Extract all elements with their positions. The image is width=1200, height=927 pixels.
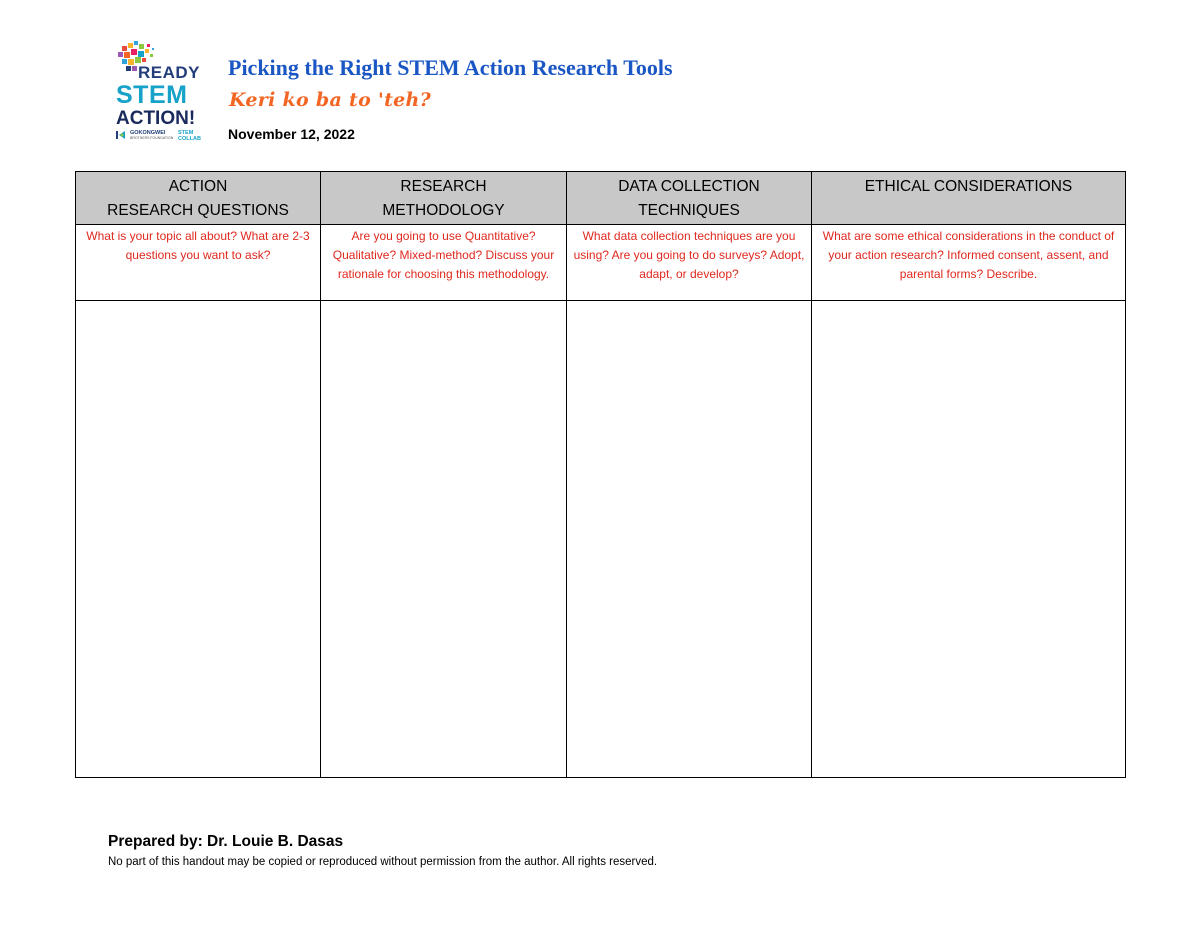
- logo-brand-text: GOKONGWEI: [130, 130, 166, 136]
- prompt-research-methodology: Are you going to use Quantitative? Qualitative? Mixed-method? Discuss your rationale for choosing this methodology.: [321, 225, 567, 301]
- prompt-data-collection-techniques: What data collection techniques are you using? Are you going to do surveys? Adopt, adapt, or develop?: [567, 225, 812, 301]
- page-title: Picking the Right STEM Action Research Tools: [228, 55, 673, 80]
- table-header-row: [76, 172, 1126, 225]
- logo-collab-text: STEM COLLAB: [178, 130, 201, 142]
- research-tools-table: [75, 171, 1126, 778]
- column-header-research-methodology: RESEARCH METHODOLOGY: [321, 172, 567, 225]
- copyright-notice: No part of this handout may be copied or reproduced without permission from the author. All rights reserved.: [108, 856, 658, 868]
- gokongwei-mark-icon: [116, 130, 126, 140]
- logo-ready-text: READY: [138, 63, 201, 82]
- logo-footer: [116, 130, 212, 144]
- answer-cell-data-collection-techniques[interactable]: [567, 301, 812, 778]
- prompt-ethical-considerations: What are some ethical considerations in the conduct of your action research? Informed consent, assent, and parental forms? Describe.: [812, 225, 1126, 301]
- prompt-action-research-questions: What is your topic all about? What are 2-3 questions you want to ask?: [76, 225, 321, 301]
- answer-cell-ethical-considerations[interactable]: [812, 301, 1126, 778]
- logo-brand-subtext: BROTHERS FOUNDATION: [130, 136, 174, 140]
- table-prompt-row: [76, 225, 1126, 301]
- column-header-ethical-considerations: ETHICAL CONSIDERATIONS: [812, 172, 1126, 225]
- page-subtitle: Keri ko ba to 'teh?: [229, 89, 432, 111]
- logo-stem-text: STEM: [116, 81, 188, 109]
- table-answer-row: [76, 301, 1126, 778]
- answer-cell-action-research-questions[interactable]: [76, 301, 321, 778]
- ready-stem-action-logo: [112, 40, 212, 144]
- answer-cell-research-methodology[interactable]: [321, 301, 567, 778]
- column-header-action-research-questions: ACTION RESEARCH QUESTIONS: [76, 172, 321, 225]
- handout-date: November 12, 2022: [228, 126, 355, 142]
- column-header-data-collection-techniques: DATA COLLECTION TECHNIQUES: [567, 172, 812, 225]
- prepared-by: Prepared by: Dr. Louie B. Dasas: [108, 833, 344, 850]
- logo-action-text: ACTION!: [116, 108, 196, 129]
